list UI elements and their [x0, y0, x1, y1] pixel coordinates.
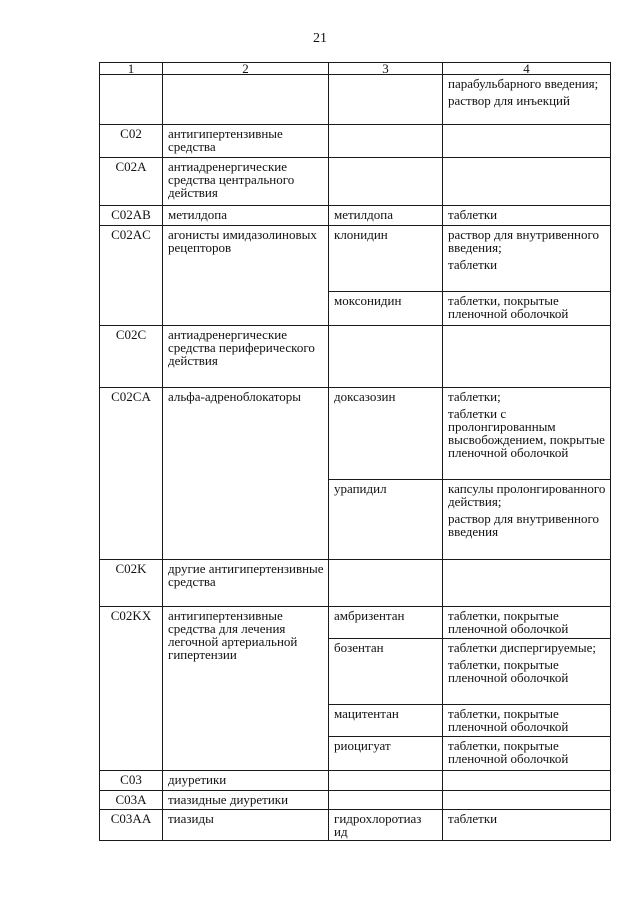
atc-code: C03: [100, 771, 163, 791]
drug-name: [329, 560, 443, 607]
dosage-form: таблетки;: [448, 389, 501, 404]
atc-code: C02K: [100, 560, 163, 607]
table-row: [100, 206, 611, 226]
atc-code: C02C: [100, 326, 163, 388]
dosage-forms: [443, 639, 611, 705]
dosage-forms: [443, 737, 611, 771]
dosage-form: таблетки диспергируемые;: [448, 640, 596, 655]
column-header: 4: [443, 63, 611, 75]
dosage-form: парабульбарного введения;: [448, 76, 599, 91]
table-row: [100, 388, 611, 480]
table-row: [100, 771, 611, 791]
table-row: [100, 560, 611, 607]
dosage-form: таблетки, покрытые пленочной оболочкой: [448, 738, 569, 766]
drug-name: амбризентан: [329, 607, 443, 639]
group-name: агонисты имидазолиновых рецепторов: [163, 226, 329, 326]
group-name: тиазидные диуретики: [163, 791, 329, 810]
dosage-form: таблетки, покрытые пленочной оболочкой: [448, 608, 569, 636]
drug-name: [329, 158, 443, 206]
drug-name: урапидил: [329, 480, 443, 560]
drug-name: [329, 75, 443, 125]
dosage-forms: [443, 791, 611, 810]
dosage-form: раствор для внутривенного введения;: [448, 227, 599, 255]
dosage-forms: [443, 326, 611, 388]
group-name: [163, 75, 329, 125]
atc-code: C03AA: [100, 810, 163, 841]
dosage-forms: [443, 75, 611, 125]
group-name: другие антигипертензивные средства: [163, 560, 329, 607]
group-name: метилдопа: [163, 206, 329, 226]
dosage-form: раствор для инъекций: [448, 93, 570, 108]
dosage-form: капсулы пролонгированного действия;: [448, 481, 606, 509]
atc-code: C02: [100, 125, 163, 158]
dosage-forms: [443, 810, 611, 841]
drug-name: метилдопа: [329, 206, 443, 226]
drug-name: риоцигуат: [329, 737, 443, 771]
table-row: [100, 810, 611, 841]
group-name: антиадренергические средства центрального действия: [163, 158, 329, 206]
column-header: 2: [163, 63, 329, 75]
atc-code: C03A: [100, 791, 163, 810]
table-row: [100, 607, 611, 639]
dosage-forms: [443, 560, 611, 607]
dosage-form: раствор для внутривенного введения: [448, 511, 599, 539]
dosage-forms: [443, 125, 611, 158]
dosage-form: таблетки, покрытые пленочной оболочкой: [448, 706, 569, 734]
dosage-forms: [443, 206, 611, 226]
dosage-form: таблетки, покрытые пленочной оболочкой: [448, 293, 569, 321]
dosage-forms: [443, 771, 611, 791]
table-row: [100, 226, 611, 292]
table-row: [100, 326, 611, 388]
atc-code: [100, 75, 163, 125]
drug-name: [329, 125, 443, 158]
dosage-forms: [443, 607, 611, 639]
atc-code: C02AB: [100, 206, 163, 226]
table-row: [100, 125, 611, 158]
dosage-forms: [443, 480, 611, 560]
table-row: [100, 791, 611, 810]
table-row: [100, 75, 611, 125]
drug-name: моксонидин: [329, 292, 443, 326]
table-header-row: [100, 63, 611, 75]
group-name: антигипертензивные средства для лечения легочной артериальной гипертензии: [163, 607, 329, 771]
dosage-forms: [443, 226, 611, 292]
drug-name: [329, 326, 443, 388]
atc-code: C02AC: [100, 226, 163, 326]
dosage-form: таблетки: [448, 811, 498, 826]
drug-name: доксазозин: [329, 388, 443, 480]
dosage-form: таблетки: [448, 257, 498, 272]
drug-name: клонидин: [329, 226, 443, 292]
drug-name: гидрохлоротиаз ид: [329, 810, 443, 841]
group-name: тиазиды: [163, 810, 329, 841]
dosage-forms: [443, 705, 611, 737]
drug-name: [329, 771, 443, 791]
drug-name: [329, 791, 443, 810]
dosage-form: таблетки с пролонгированным высвобождением, покрытые пленочной оболочкой: [448, 406, 605, 460]
drug-name: бозентан: [329, 639, 443, 705]
drug-name: мацитентан: [329, 705, 443, 737]
page-number: 21: [313, 31, 327, 46]
dosage-form: таблетки: [448, 207, 498, 222]
table-row: [100, 158, 611, 206]
atc-code: C02A: [100, 158, 163, 206]
dosage-forms: [443, 158, 611, 206]
dosage-form: таблетки, покрытые пленочной оболочкой: [448, 657, 569, 685]
group-name: антигипертензивные средства: [163, 125, 329, 158]
drug-classification-table: [99, 62, 611, 841]
dosage-forms: [443, 388, 611, 480]
dosage-forms: [443, 292, 611, 326]
column-header: 3: [329, 63, 443, 75]
group-name: диуретики: [163, 771, 329, 791]
column-header: 1: [100, 63, 163, 75]
group-name: антиадренергические средства периферического действия: [163, 326, 329, 388]
group-name: альфа-адреноблокаторы: [163, 388, 329, 560]
atc-code: C02CA: [100, 388, 163, 560]
atc-code: C02KX: [100, 607, 163, 771]
